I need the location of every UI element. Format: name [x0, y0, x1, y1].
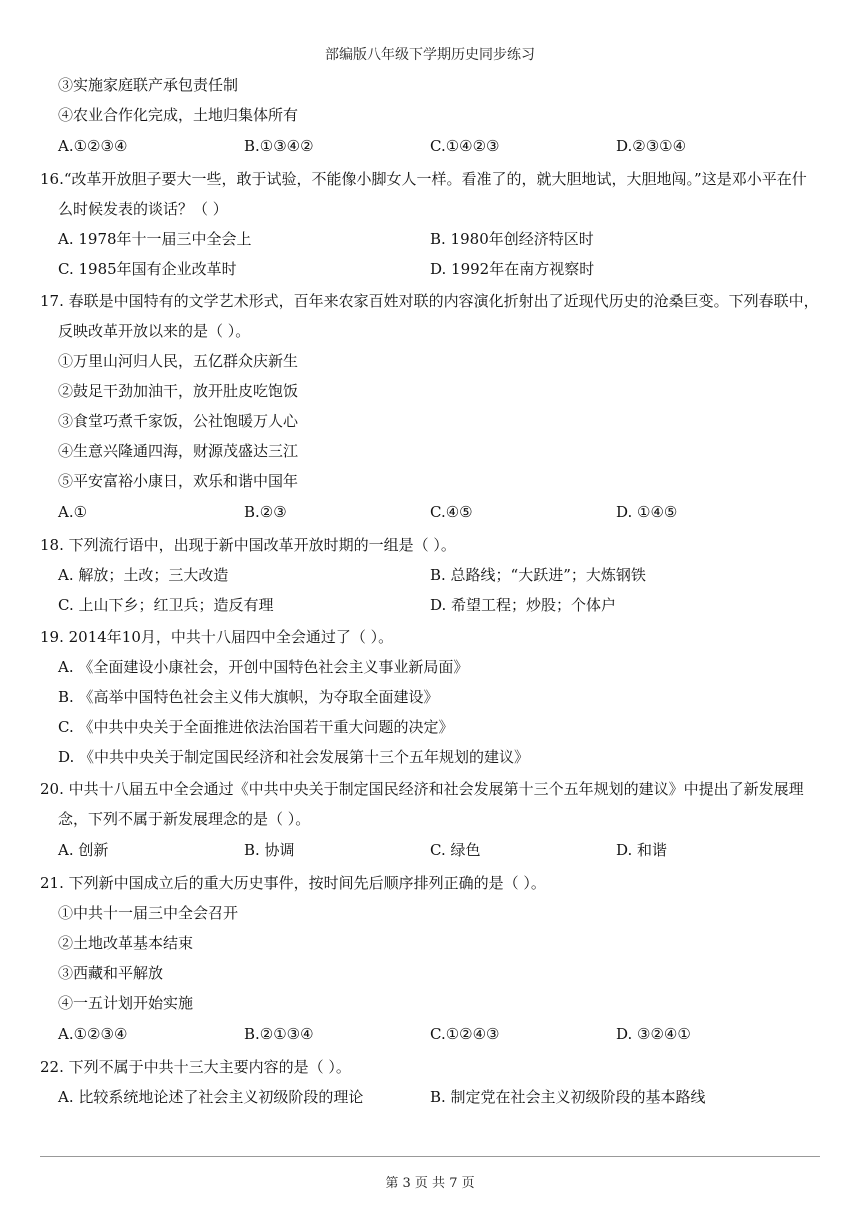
q17-item-4: ④生意兴隆通四海，财源茂盛达三江 — [58, 442, 299, 460]
q18-option-d: D. 希望工程；炒股；个体户 — [430, 596, 617, 614]
q15-option-a: A.①②③④ — [58, 137, 128, 155]
q21-option-b: B.②①③④ — [244, 1025, 314, 1043]
q22-option-a: A. 比较系统地论述了社会主义初级阶段的理论 — [58, 1088, 364, 1106]
q21-option-c: C.①②④③ — [430, 1025, 500, 1043]
q17-option-a: A.① — [58, 503, 88, 521]
page-header: 部编版八年级下学期历史同步练习 — [325, 47, 535, 63]
q19-option-c: C. 《中共中央关于全面推进依法治国若干重大问题的决定》 — [58, 718, 454, 736]
q15-options — [40, 130, 820, 162]
q20-option-c: C. 绿色 — [430, 841, 481, 859]
q21-item-2: ②土地改革基本结束 — [58, 934, 194, 952]
q18-stem: 18. 下列流行语中，出现于新中国改革开放时期的一组是（ ）。 — [40, 536, 456, 554]
q15-option-b: B.①③④② — [244, 137, 314, 155]
q21-stem: 21. 下列新中国成立后的重大历史事件，按时间先后顺序排列正确的是（ ）。 — [40, 874, 546, 892]
q15-item-4: ④农业合作化完成，土地归集体所有 — [58, 106, 299, 124]
q16-stem: 16.“改革开放胆子要大一些，敢于试验，不能像小脚女人一样。看准了的，就大胆地试，大胆地闯。”这是邓小平在什么时候发表的谈话？（ ） — [40, 170, 807, 218]
q17-item-2: ②鼓足干劲加油干，放开肚皮吃饱饭 — [58, 382, 299, 400]
q21-item-3: ③西藏和平解放 — [58, 964, 164, 982]
q17-option-d: D. ①④⑤ — [616, 503, 678, 521]
q16-option-c: C. 1985年国有企业改革时 — [58, 260, 237, 278]
q17-item-1: ①万里山河归人民，五亿群众庆新生 — [58, 352, 299, 370]
q20-stem: 20. 中共十八届五中全会通过《中共中央关于制定国民经济和社会发展第十三个五年规划的建议》中提出了新发展理念，下列不属于新发展理念的是（ ）。 — [40, 780, 804, 828]
footer-divider — [40, 1156, 820, 1157]
q18-option-b: B. 总路线；“大跃进”；大炼钢铁 — [430, 566, 646, 584]
q19-stem: 19. 2014年10月，中共十八届四中全会通过了（ ）。 — [40, 628, 394, 646]
q18-options-row2 — [40, 590, 820, 620]
question-list — [40, 70, 820, 1112]
q17-option-c: C.④⑤ — [430, 503, 473, 521]
q21-option-d: D. ③②④① — [616, 1025, 691, 1043]
q15-item-3: ③实施家庭联产承包责任制 — [58, 76, 239, 94]
q20-option-a: A. 创新 — [58, 841, 109, 859]
q21-options — [40, 1018, 820, 1050]
q22-stem: 22. 下列不属于中共十三大主要内容的是（ ）。 — [40, 1058, 351, 1076]
q16-option-d: D. 1992年在南方视察时 — [430, 260, 595, 278]
q18-option-c: C. 上山下乡；红卫兵；造反有理 — [58, 596, 274, 614]
q19-option-a: A. 《全面建设小康社会，开创中国特色社会主义事业新局面》 — [58, 658, 469, 676]
page-footer: 第 3 页 共 7 页 — [385, 1176, 475, 1191]
q21-item-1: ①中共十一届三中全会召开 — [58, 904, 239, 922]
q15-option-d: D.②③①④ — [616, 137, 687, 155]
q22-options-row1 — [40, 1082, 820, 1112]
q17-stem: 17. 春联是中国特有的文学艺术形式，百年来农家百姓对联的内容演化折射出了近现代历史的沧桑巨变。下列春联中，反映改革开放以来的是（ ）。 — [40, 292, 819, 340]
q18-option-a: A. 解放；土改；三大改造 — [58, 566, 229, 584]
q16-option-b: B. 1980年创经济特区时 — [430, 230, 594, 248]
q22-option-b: B. 制定党在社会主义初级阶段的基本路线 — [430, 1088, 706, 1106]
q16-options-row2 — [40, 254, 820, 284]
q15-option-c: C.①④②③ — [430, 137, 500, 155]
q21-option-a: A.①②③④ — [58, 1025, 128, 1043]
q19-option-b: B. 《高举中国特色社会主义伟大旗帜，为夺取全面建设》 — [58, 688, 439, 706]
q16-options-row1 — [40, 224, 820, 254]
q16-option-a: A. 1978年十一届三中全会上 — [58, 230, 252, 248]
q20-option-d: D. 和谐 — [616, 841, 668, 859]
q17-item-3: ③食堂巧煮千家饭，公社饱暖万人心 — [58, 412, 299, 430]
q20-options — [40, 834, 820, 866]
q17-option-b: B.②③ — [244, 503, 287, 521]
q18-options-row1 — [40, 560, 820, 590]
q17-item-5: ⑤平安富裕小康日，欢乐和谐中国年 — [58, 472, 299, 490]
q21-item-4: ④一五计划开始实施 — [58, 994, 194, 1012]
q17-options — [40, 496, 820, 528]
q20-option-b: B. 协调 — [244, 841, 295, 859]
q19-option-d: D. 《中共中央关于制定国民经济和社会发展第十三个五年规划的建议》 — [58, 748, 530, 766]
